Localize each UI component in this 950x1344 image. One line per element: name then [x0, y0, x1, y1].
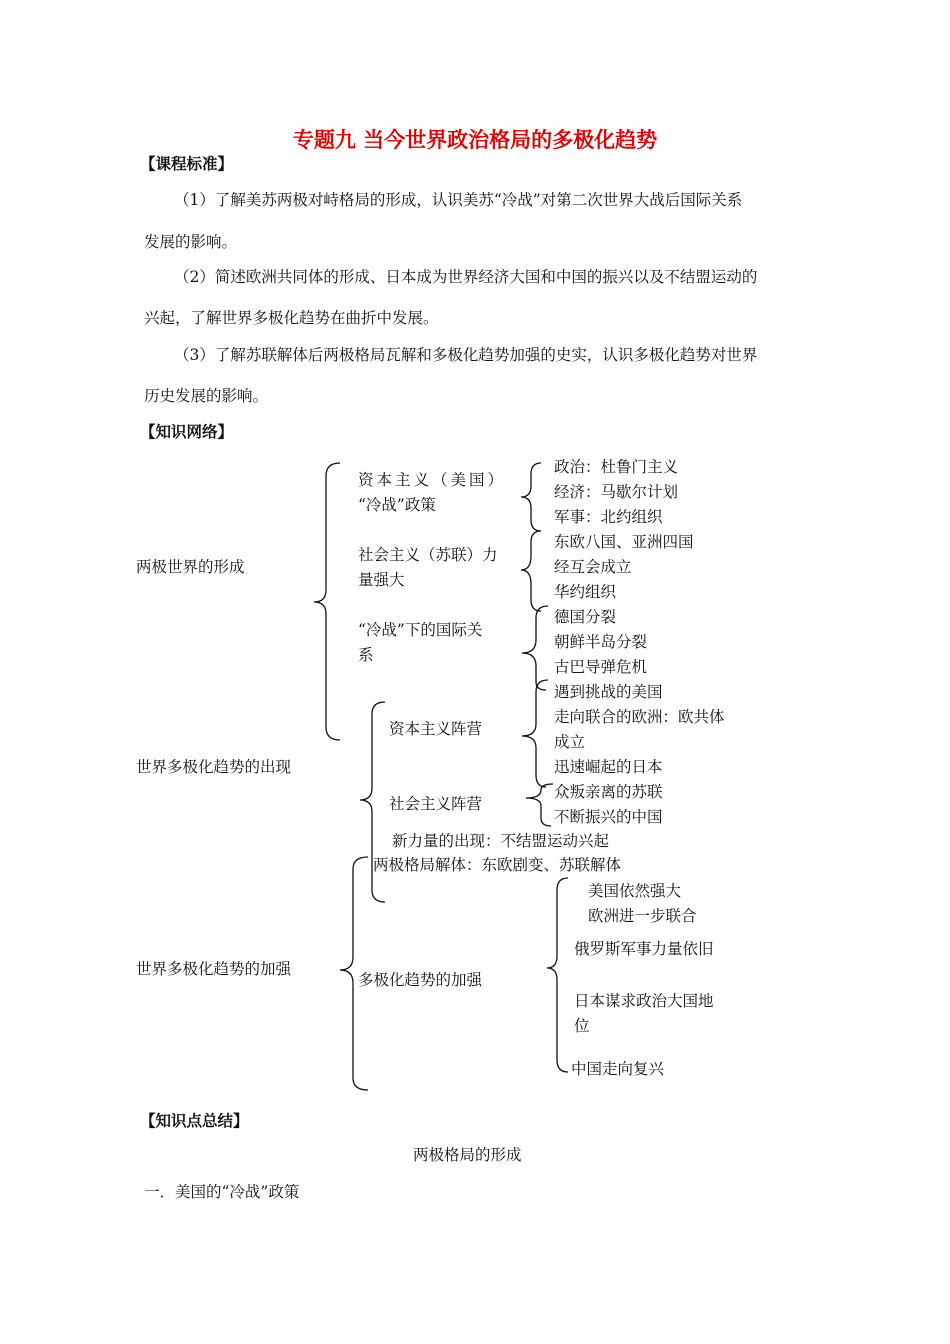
leaf-comecon: 经互会成立: [554, 558, 632, 576]
summary-subtitle: 两极格局的形成: [413, 1146, 522, 1164]
leaf-korea-split: 朝鲜半岛分裂: [554, 633, 648, 651]
leaf-europe-further: 欧洲进一步联合: [588, 907, 697, 925]
leaf-rising-china: 不断振兴的中国: [554, 808, 663, 826]
leaf-russia-military: 俄罗斯军事力量依旧: [574, 940, 714, 958]
node-cold-war-relations-line1: “冷战”下的国际关: [358, 621, 483, 639]
leaf-challenged-usa: 遇到挑战的美国: [554, 683, 663, 701]
node-capitalist-camp: 资本主义阵营: [389, 720, 483, 738]
section-heading-network: 【知识网络】: [140, 423, 234, 441]
leaf-economy: 经济：马歇尔计划: [554, 483, 679, 501]
leaf-politics: 政治：杜鲁门主义: [554, 458, 679, 476]
brace-bipolar-formation: [314, 463, 340, 740]
leaf-cuba-crisis: 古巴导弹危机: [554, 658, 648, 676]
section-heading-summary: 【知识点总结】: [140, 1112, 249, 1130]
section-heading-standard: 【课程标准】: [140, 155, 234, 173]
standard-1-line1: （1）了解美苏两极对峙格局的形成，认识美苏“冷战”对第二次世界大战后国际关系: [174, 191, 743, 209]
page-title: 专题九 当今世界政治格局的多极化趋势: [292, 128, 658, 152]
node-capitalism-usa-line1: 资本主义（美国）: [358, 471, 507, 489]
leaf-rising-japan: 迅速崛起的日本: [554, 758, 663, 776]
brace-us-policy: [521, 463, 541, 531]
brace-relations: [522, 606, 548, 690]
leaf-japan-political-line2: 位: [574, 1017, 590, 1035]
summary-item-1: 一．美国的“冷战”政策: [144, 1183, 300, 1201]
leaf-europe-union-line1: 走向联合的欧洲：欧共体: [554, 708, 725, 726]
leaf-eastern-bloc: 东欧八国、亚洲四国: [554, 533, 694, 551]
leaf-warsaw-pact: 华约组织: [554, 583, 617, 601]
node-bipolar-formation: 两极世界的形成: [136, 558, 245, 576]
leaf-china-revival: 中国走向复兴: [571, 1060, 665, 1078]
standard-3-line1: （3）了解苏联解体后两极格局瓦解和多极化趋势加强的史实，认识多极化趋势对世界: [174, 346, 758, 364]
leaf-germany-split: 德国分裂: [554, 608, 617, 626]
node-socialism-ussr-line2: 量强大: [358, 571, 405, 589]
standard-2-line1: （2）简述欧洲共同体的形成、日本成为世界经济大国和中国的振兴以及不结盟运动的: [174, 268, 758, 286]
brace-ussr: [521, 531, 541, 611]
leaf-isolated-ussr: 众叛亲离的苏联: [554, 783, 663, 801]
standard-3-line2: 历史发展的影响。: [144, 387, 269, 405]
leaf-europe-union-line2: 成立: [554, 733, 586, 751]
brace-strength-items: [547, 878, 568, 1072]
brace-capitalist-camp: [522, 680, 548, 787]
node-cold-war-relations-line2: 系: [358, 646, 374, 664]
node-socialism-ussr-line1: 社会主义（苏联）力: [358, 546, 498, 564]
node-multipolar-strength: 多极化趋势的加强: [358, 971, 483, 989]
standard-2-line2: 兴起，了解世界多极化趋势在曲折中发展。: [144, 309, 439, 327]
leaf-japan-political-line1: 日本谋求政治大国地: [574, 992, 714, 1010]
brace-socialist-camp: [526, 784, 553, 826]
node-multipolar-appearance: 世界多极化趋势的出现: [136, 758, 292, 776]
node-socialist-camp: 社会主义阵营: [389, 795, 483, 813]
node-bipolar-collapse: 两极格局解体：东欧剧变、苏联解体: [373, 856, 622, 874]
node-multipolar-strengthening: 世界多极化趋势的加强: [136, 960, 292, 978]
leaf-military: 军事：北约组织: [554, 508, 663, 526]
node-capitalism-usa-line2: “冷战”政策: [358, 496, 436, 514]
node-new-force: 新力量的出现：不结盟运动兴起: [392, 832, 610, 850]
standard-1-line2: 发展的影响。: [144, 233, 238, 251]
leaf-usa-strong: 美国依然强大: [588, 882, 682, 900]
